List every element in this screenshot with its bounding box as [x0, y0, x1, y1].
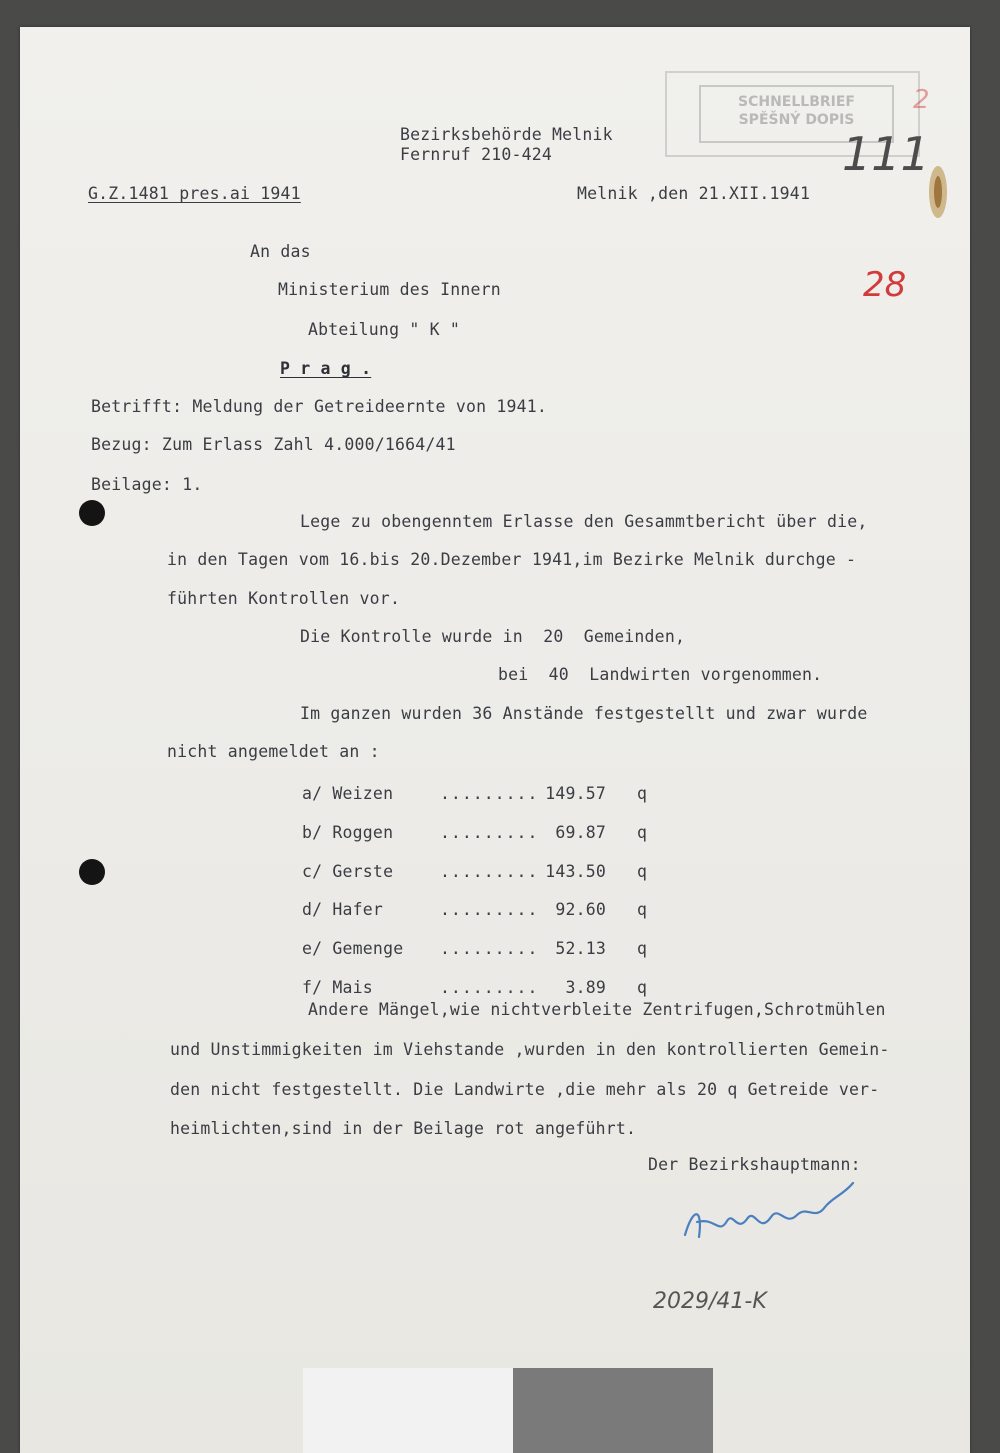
page-number-red: 28 — [863, 265, 907, 305]
enclosure-line: Beilage: 1. — [91, 475, 203, 494]
item-value: 92.60 — [555, 900, 606, 919]
item-value: 69.87 — [555, 823, 606, 842]
reference-number: G.Z.1481 pres.ai 1941 — [88, 184, 301, 203]
paper-stain — [925, 152, 951, 222]
paragraph-1-line-1: Lege zu obengenntem Erlasse den Gesammtbericht über die, — [300, 512, 868, 531]
item-leader: ......... — [440, 900, 539, 919]
address-city: P r a g . — [280, 359, 372, 378]
place-date: Melnik ,den 21.XII.1941 — [577, 184, 811, 203]
paragraph-3-line-1: Im ganzen wurden 36 Anstände festgestellt und zwar wurde — [300, 704, 868, 723]
punch-hole-top — [79, 500, 105, 526]
item-value: 3.89 — [565, 978, 606, 997]
item-leader: ......... — [440, 862, 539, 881]
item-leader: ......... — [440, 978, 539, 997]
item-leader: ......... — [440, 784, 539, 803]
closing-line-2: und Unstimmigkeiten im Viehstande ,wurden in den kontrollierten Gemein- — [170, 1040, 890, 1059]
signatory-title: Der Bezirkshauptmann: — [648, 1155, 861, 1174]
item-label: a/ Weizen — [302, 784, 394, 803]
stamp-line-2: SPĚŠNÝ DOPIS — [738, 112, 855, 128]
item-label: d/ Hafer — [302, 900, 384, 919]
item-value: 52.13 — [555, 939, 606, 958]
item-label: b/ Roggen — [302, 823, 394, 842]
address-line-1: An das — [250, 242, 311, 261]
item-unit: q — [637, 823, 648, 842]
document-page — [20, 27, 970, 1453]
item-unit: q — [637, 862, 648, 881]
subject-line: Betrifft: Meldung der Getreideernte von 1941. — [91, 397, 548, 416]
address-line-3: Abteilung " K " — [308, 320, 461, 339]
paragraph-2-line-2: bei 40 Landwirten vorgenommen. — [498, 665, 823, 684]
item-unit: q — [637, 939, 648, 958]
closing-line-1: Andere Mängel,wie nichtverbleite Zentrifugen,Schrotmühlen — [308, 1000, 886, 1019]
closing-line-3: den nicht festgestellt. Die Landwirte ,die mehr als 20 q Getreide ver- — [170, 1080, 880, 1099]
item-label: c/ Gerste — [302, 862, 394, 881]
paragraph-3-line-2: nicht angemeldet an : — [167, 742, 380, 761]
item-leader: ......... — [440, 939, 539, 958]
item-leader: ......... — [440, 823, 539, 842]
scan-calibration-white — [303, 1368, 513, 1453]
item-unit: q — [637, 900, 648, 919]
office-phone: Fernruf 210-424 — [400, 145, 553, 164]
reference-line: Bezug: Zum Erlass Zahl 4.000/1664/41 — [91, 435, 456, 454]
paragraph-1-line-3: führten Kontrollen vor. — [167, 589, 401, 608]
item-value: 143.50 — [545, 862, 606, 881]
item-label: e/ Gemenge — [302, 939, 404, 958]
archive-number: 2029/41-K — [653, 1289, 767, 1314]
paragraph-1-line-2: in den Tagen vom 16.bis 20.Dezember 1941,im Bezirke Melnik durchge - — [167, 550, 857, 569]
punch-hole-bottom — [79, 859, 105, 885]
item-label: f/ Mais — [302, 978, 373, 997]
stamp-line-1: SCHNELLBRIEF — [738, 94, 855, 110]
item-unit: q — [637, 978, 648, 997]
red-mark: 2 — [913, 85, 930, 115]
address-line-2: Ministerium des Innern — [278, 280, 501, 299]
closing-line-4: heimlichten,sind in der Beilage rot angeführt. — [170, 1119, 637, 1138]
item-value: 149.57 — [545, 784, 606, 803]
item-unit: q — [637, 784, 648, 803]
scan-calibration-gray — [513, 1368, 713, 1453]
paragraph-2-line-1: Die Kontrolle wurde in 20 Gemeinden, — [300, 627, 686, 646]
office-name: Bezirksbehörde Melnik — [400, 125, 613, 144]
folio-number: 111 — [842, 127, 930, 181]
signature — [675, 1177, 865, 1257]
